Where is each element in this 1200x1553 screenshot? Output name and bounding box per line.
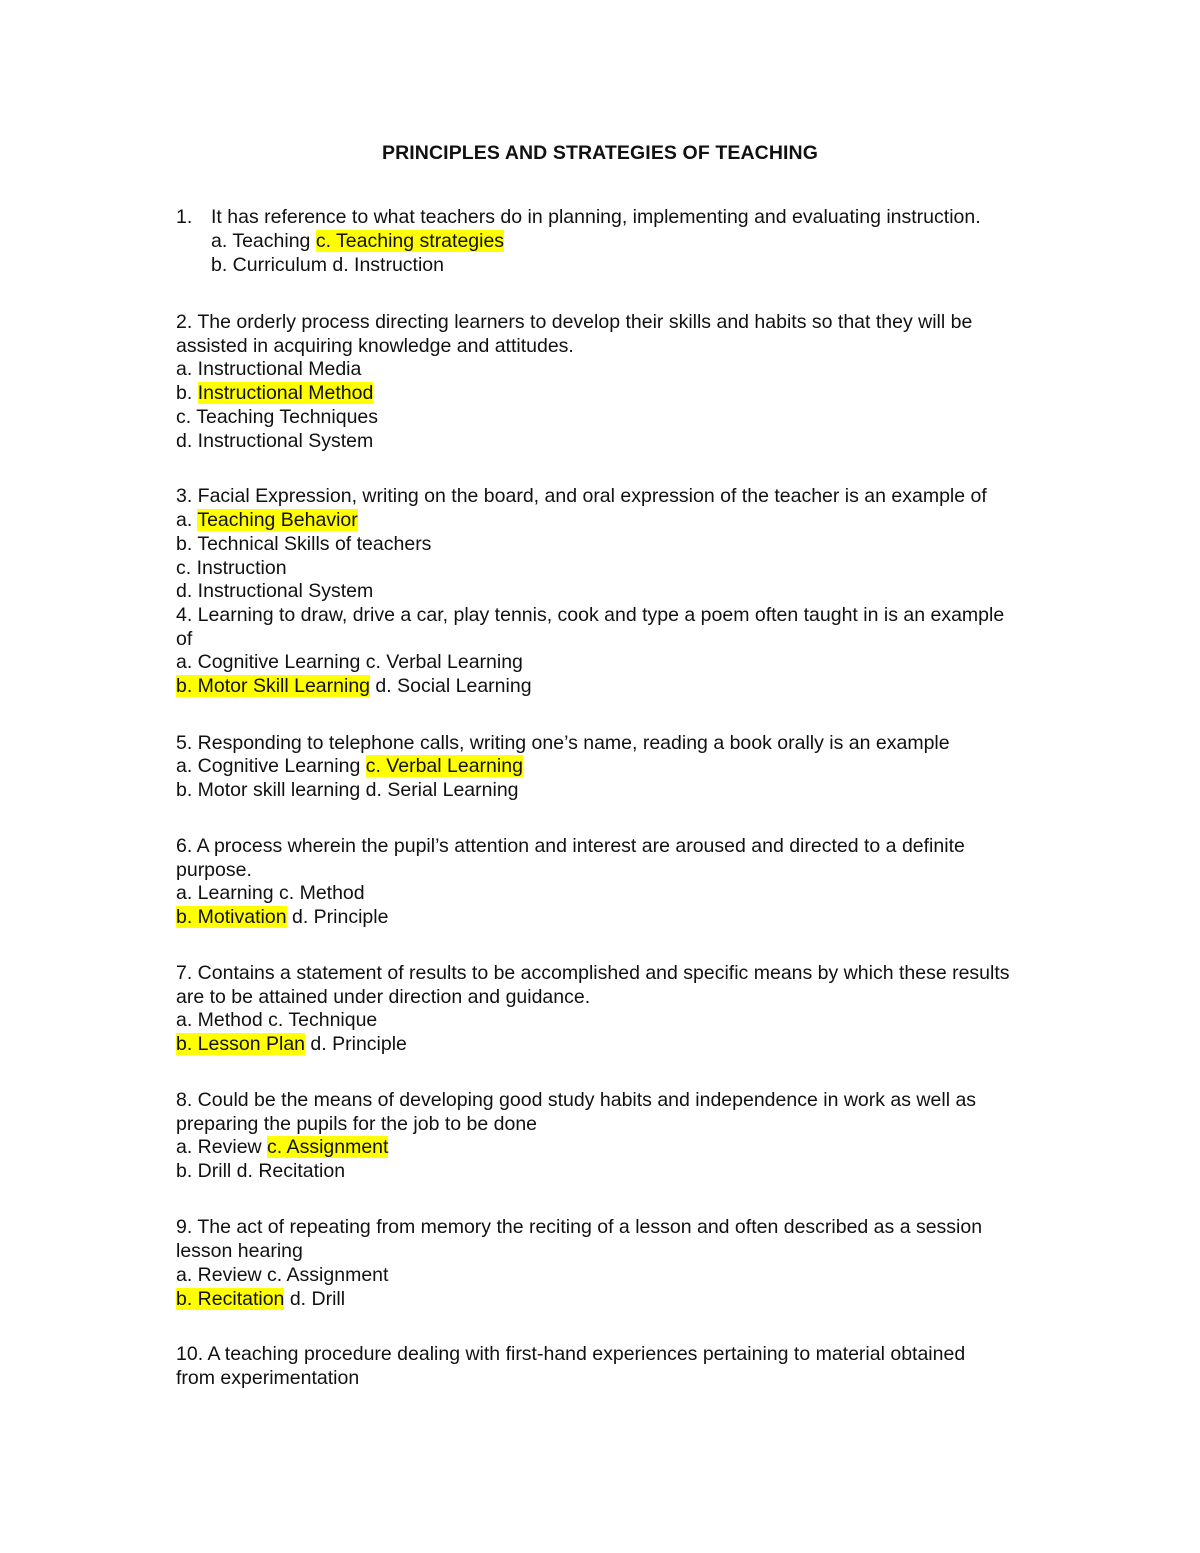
q6-option-d: d. Principle: [286, 906, 389, 928]
q7-option-d: d. Principle: [305, 1033, 407, 1055]
q1-option-a: a. Teaching: [211, 230, 316, 252]
q3-option-b: b. Technical Skills of teachers: [176, 533, 432, 555]
q2-answer-highlight: Instructional Method: [197, 382, 374, 404]
q10-stem-line-1: 10. A teaching procedure dealing with first-hand experiences pertaining to material obtained: [176, 1343, 966, 1365]
q1-options-row-2: b. Curriculum d. Instruction: [211, 254, 445, 276]
q8-stem-line-1: 8. Could be the means of developing good study habits and independence in work as well as: [176, 1089, 977, 1111]
q3-option-a-prefix: a.: [176, 509, 198, 531]
q3-stem: 3. Facial Expression, writing on the board, and oral expression of the teacher is an example of: [176, 485, 987, 507]
q9-stem-line-1: 9. The act of repeating from memory the reciting of a lesson and often described as a session: [176, 1216, 983, 1238]
q5-options-row-1: [176, 754, 523, 778]
q9-options-row-1: a. Review c. Assignment: [176, 1264, 389, 1286]
q4-option-d: d. Social Learning: [370, 675, 532, 697]
q5-options-row-2: b. Motor skill learning d. Serial Learning: [176, 779, 519, 801]
q8-options-row-2: b. Drill d. Recitation: [176, 1160, 346, 1182]
q3-option-a: [176, 508, 358, 532]
q2-option-d: d. Instructional System: [176, 430, 374, 452]
q7-options-row-1: a. Method c. Technique: [176, 1009, 378, 1031]
q2-option-a: a. Instructional Media: [176, 358, 362, 380]
q8-option-a: a. Review: [176, 1136, 268, 1158]
q2-stem-line-2: assisted in acquiring knowledge and attitudes.: [176, 335, 574, 357]
q3-option-c: c. Instruction: [176, 557, 287, 579]
q4-answer-highlight: b. Motor Skill Learning: [176, 675, 371, 697]
q9-answer-highlight: b. Recitation: [176, 1288, 285, 1310]
q6-stem-line-2: purpose.: [176, 859, 252, 881]
q6-options-row-1: a. Learning c. Method: [176, 882, 365, 904]
q1-answer-highlight: c. Teaching strategies: [315, 230, 505, 252]
q1-number: 1.: [176, 206, 193, 228]
q7-options-row-2: [176, 1032, 407, 1056]
q2-option-b-prefix: b.: [176, 382, 198, 404]
document-title: PRINCIPLES AND STRATEGIES OF TEACHING: [382, 142, 818, 164]
q7-answer-highlight: b. Lesson Plan: [176, 1033, 306, 1055]
q1-options-row-1: [211, 229, 504, 253]
q9-option-d: d. Drill: [284, 1288, 346, 1310]
q2-option-c: c. Teaching Techniques: [176, 406, 379, 428]
q4-options-row-2: [176, 674, 532, 698]
q2-option-b: [176, 381, 373, 405]
q6-answer-highlight: b. Motivation: [176, 906, 287, 928]
q8-stem-line-2: preparing the pupils for the job to be done: [176, 1113, 538, 1135]
q5-option-a: a. Cognitive Learning: [176, 755, 366, 777]
q4-stem-line-1: 4. Learning to draw, drive a car, play tennis, cook and type a poem often taught in is an example: [176, 604, 1005, 626]
q6-options-row-2: [176, 905, 388, 929]
q1-stem: It has reference to what teachers do in planning, implementing and evaluating instruction.: [211, 206, 981, 228]
q8-answer-highlight: c. Assignment: [267, 1136, 389, 1158]
q3-answer-highlight: Teaching Behavior: [197, 509, 358, 531]
q4-stem-line-2: of: [176, 628, 193, 650]
q9-stem-line-2: lesson hearing: [176, 1240, 303, 1262]
q5-answer-highlight: c. Verbal Learning: [365, 755, 523, 777]
q9-options-row-2: [176, 1287, 345, 1311]
q3-option-d: d. Instructional System: [176, 580, 374, 602]
q7-stem-line-2: are to be attained under direction and guidance.: [176, 986, 591, 1008]
q6-stem-line-1: 6. A process wherein the pupil’s attention and interest are aroused and directed to a definite: [176, 835, 965, 857]
q2-stem-line-1: 2. The orderly process directing learners to develop their skills and habits so that they will be: [176, 311, 973, 333]
q5-stem: 5. Responding to telephone calls, writing one’s name, reading a book orally is an example: [176, 732, 950, 754]
q8-options-row-1: [176, 1135, 388, 1159]
q4-options-row-1: a. Cognitive Learning c. Verbal Learning: [176, 651, 523, 673]
q10-stem-line-2: from experimentation: [176, 1367, 360, 1389]
q7-stem-line-1: 7. Contains a statement of results to be accomplished and specific means by which these results: [176, 962, 1010, 984]
